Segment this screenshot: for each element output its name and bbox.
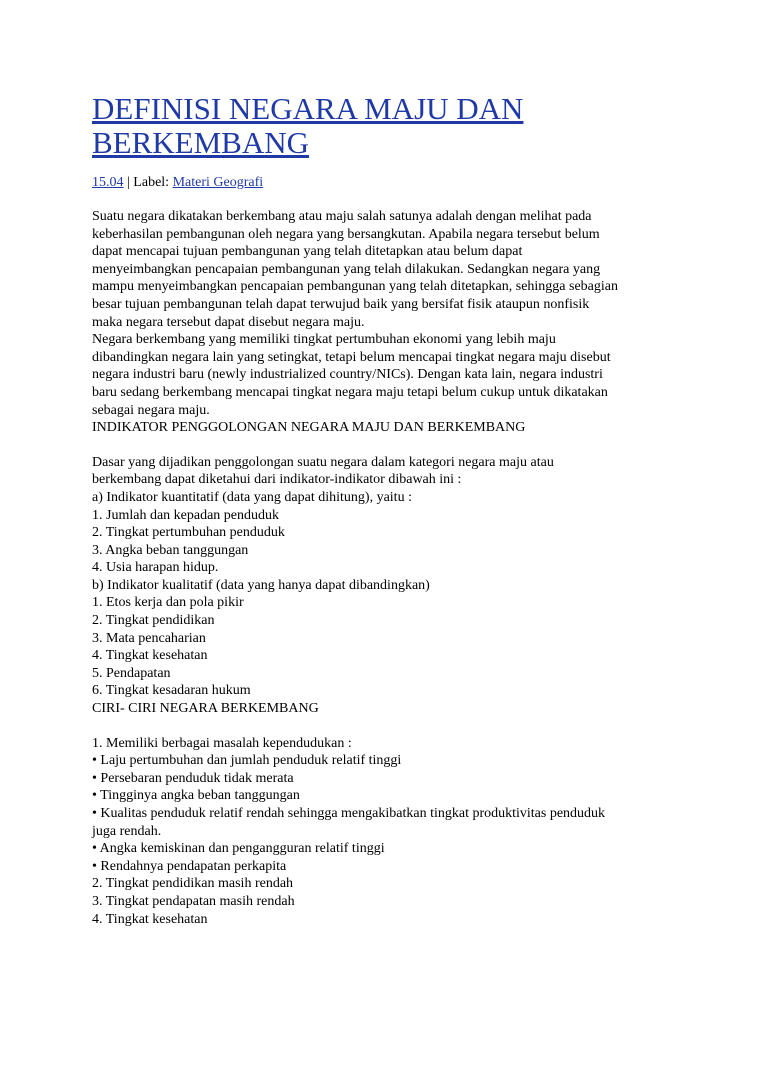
text-line: Suatu negara dikatakan berkembang atau maju salah satunya adalah dengan melihat pada	[92, 209, 592, 224]
list-item: 1. Jumlah dan kepadan penduduk	[92, 507, 280, 523]
text-line: baru sedang berkembang mencapai tingkat negara maju tetapi belum cukup untuk dikatakan	[92, 384, 608, 400]
text-line: maka negara tersebut dapat disebut negara maju.	[92, 314, 365, 330]
text-line: besar tujuan pembangunan telah dapat terwujud baik yang bersifat fisik ataupun nonfisik	[92, 296, 590, 312]
list-item: a) Indikator kuantitatif (data yang dapat dihitung), yaitu :	[92, 489, 412, 505]
list-item: 3. Mata pencaharian	[92, 630, 206, 646]
list-item: • Angka kemiskinan dan pengangguran relatif tinggi	[92, 841, 385, 857]
list-item: 1. Etos kerja dan pola pikir	[92, 595, 244, 611]
indikator-section	[92, 454, 692, 700]
text-line: negara industri baru (newly industrialized country/NICs). Dengan kata lain, negara industri	[92, 367, 603, 383]
list-item: • Rendahnya pendapatan perkapita	[92, 858, 287, 874]
ciri-section	[92, 735, 692, 929]
post-meta	[92, 174, 692, 191]
intro-paragraph	[92, 208, 692, 419]
list-item: 3. Tingkat pendapatan masih rendah	[92, 893, 295, 909]
list-item: 2. Tingkat pendidikan	[92, 613, 215, 629]
list-item: b) Indikator kualitatif (data yang hanya dapat dibandingkan)	[92, 577, 430, 593]
text-line: keberhasilan pembangunan oleh negara yang bersangkutan. Apabila negara tersebut belum	[92, 226, 600, 242]
list-item: 2. Tingkat pertumbuhan penduduk	[92, 525, 285, 541]
article-content	[92, 92, 692, 928]
list-item: • Kualitas penduduk relatif rendah sehingga mengakibatkan tingkat produktivitas penduduk	[92, 806, 606, 821]
text-line: menyeimbangkan pencapaian pembangunan yang telah dilakukan. Sedangkan negara yang	[92, 261, 601, 277]
text-line: berkembang dapat diketahui dari indikator-indikator dibawah ini :	[92, 472, 462, 488]
text-line: dibandingkan negara lain yang setingkat, tetapi belum mencapai tingkat negara maju disebut	[92, 349, 611, 365]
list-item: 4. Tingkat kesehatan	[92, 648, 208, 664]
section-heading-ciri: CIRI- CIRI NEGARA BERKEMBANG	[92, 701, 319, 717]
list-item: • Laju pertumbuhan dan jumlah penduduk relatif tinggi	[92, 753, 402, 769]
title-line-1[interactable]: DEFINISI NEGARA MAJU DAN	[92, 91, 524, 126]
list-item: juga rendah.	[92, 823, 162, 839]
list-item: 4. Tingkat kesehatan	[92, 911, 208, 927]
list-item: 5. Pendapatan	[92, 665, 171, 681]
text-line: mampu menyeimbangkan pencapaian pembangunan yang telah ditetapkan, sehingga sebagian	[92, 279, 618, 295]
list-item: 2. Tingkat pendidikan masih rendah	[92, 876, 294, 892]
text-line: Dasar yang dijadikan penggolongan suatu negara dalam kategori negara maju atau	[92, 454, 554, 470]
text-line: sebagai negara maju.	[92, 402, 210, 418]
list-item: 6. Tingkat kesadaran hukum	[92, 683, 251, 699]
text-line: Negara berkembang yang memiliki tingkat pertumbuhan ekonomi yang lebih maju	[92, 332, 556, 348]
section-heading-indikator: INDIKATOR PENGGOLONGAN NEGARA MAJU DAN BERKEMBANG	[92, 420, 526, 436]
article-title[interactable]	[92, 92, 692, 160]
title-line-2[interactable]: BERKEMBANG	[92, 125, 310, 160]
post-time-link[interactable]: 15.04	[92, 175, 124, 190]
list-item: • Tingginya angka beban tanggungan	[92, 788, 300, 804]
label-prefix: | Label:	[127, 175, 170, 190]
text-line: dapat mencapai tujuan pembangunan yang telah ditetapkan atau belum dapat	[92, 244, 523, 260]
list-item: • Persebaran penduduk tidak merata	[92, 770, 294, 786]
list-item: 3. Angka beban tanggungan	[92, 542, 249, 558]
list-item: 4. Usia harapan hidup.	[92, 560, 219, 576]
label-link[interactable]: Materi Geografi	[172, 175, 264, 190]
list-item: 1. Memiliki berbagai masalah kependudukan :	[92, 735, 352, 751]
